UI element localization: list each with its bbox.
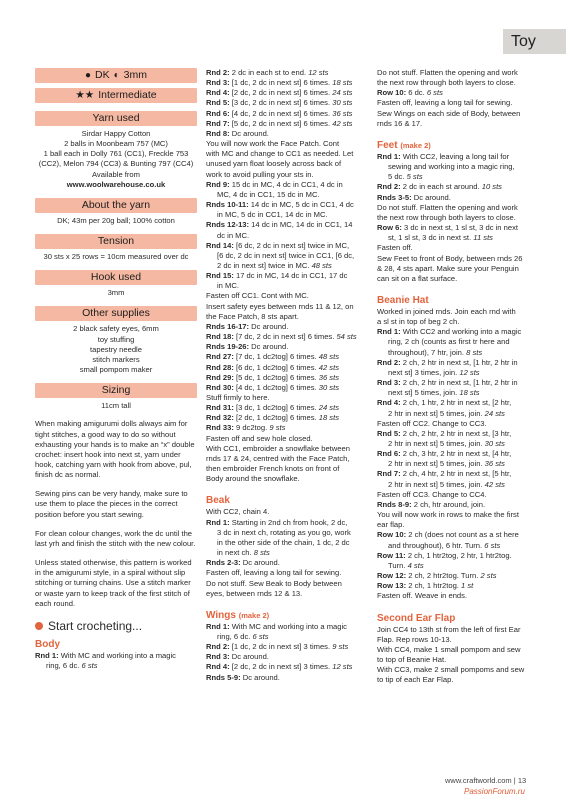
instruction-line: Sew Wings on each side of Body, between — [377, 108, 521, 118]
instruction-line: Rnd 31: [3 dc, 1 dc2tog] 6 times. 24 sts — [206, 403, 339, 413]
instruction-line: Turn. 4 sts — [388, 560, 424, 570]
note-paragraph: For clean colour changes, work the dc until the last yrh and finish the stitch with the new colour. — [35, 528, 196, 548]
yarn-website-link[interactable]: www.woolwarehouse.co.uk — [66, 179, 166, 189]
note-paragraph: Unless stated otherwise, this pattern is worked in the amigurumi style, in a spiral without slip stitching or turning chains. Use a stitch marker or waste yarn to keep track of the first stitch of each round. — [35, 558, 192, 608]
sizing-text: 11cm tall — [101, 401, 131, 411]
section-heading: Beanie Hat — [377, 294, 429, 306]
instruction-line: in the other side of the chain, 1 dc, 2 dc — [217, 537, 350, 547]
instruction-line: With CC2, chain 4. — [206, 507, 270, 517]
section-gap — [377, 129, 541, 137]
section-heading: Wings (make 2) — [206, 609, 270, 621]
instruction-line: the Face Patch, 8 sts apart. — [206, 311, 299, 321]
column-1 — [35, 68, 197, 780]
yarn-used-title: Yarn used — [35, 111, 197, 126]
section-heading: Beak — [206, 495, 230, 507]
tension-title: Tension — [35, 234, 197, 249]
instruction-line: Rnd 1: With CC2 and working into a magic — [377, 327, 522, 337]
yarn-line: (CC2), Melon 794 (CC3) & Bunting 797 (CC4) — [38, 159, 194, 169]
instruction-line: Fasten off. — [377, 243, 413, 253]
instruction-line: st, 1 sl st, 3 dc in next st. 11 sts — [388, 233, 493, 243]
instruction-line: Rnds 16-17: Dc around. — [206, 321, 289, 331]
instruction-line: in MC, 5 dc in CC1, 14 dc in MC. — [217, 210, 328, 220]
yarn-line: Available from — [92, 169, 140, 179]
instruction-line: & 28, 4 sts apart. Make sure your Penguin — [377, 263, 519, 273]
instruction-line: throughout), 7 htr, join. 8 sts — [388, 347, 483, 357]
instruction-line: next st] 3 times, join. 12 sts — [388, 367, 480, 377]
instruction-line: in MC. — [217, 281, 239, 291]
instruction-line: Rnd 4: [2 dc, 2 dc in next st] 6 times. 24 sts — [206, 88, 353, 98]
instruction-line: 5 dc. 5 sts — [388, 172, 423, 182]
instruction-line: Rnd 7: [5 dc, 2 dc in next st] 6 times. 42 sts — [206, 118, 353, 128]
section-gap — [206, 484, 369, 492]
instruction-line: Rnd 5: [3 dc, 2 dc in next st] 6 times. 30 sts — [206, 98, 353, 108]
instruction-line: Rnds 10-11: 14 dc in MC, 5 dc in CC1, 4 dc — [206, 200, 354, 210]
section-gap — [206, 599, 369, 607]
watermark: PassionForum.ru — [464, 787, 525, 796]
instruction-line: Insert safety eyes between rnds 11 & 12, on — [206, 301, 354, 311]
start-crocheting — [35, 618, 197, 634]
instruction-line: Rnd 33: 9 dc2tog. 9 sts — [206, 423, 286, 433]
yarn-line: 2 balls in Moonbeam 757 (MC) — [64, 139, 168, 149]
instruction-line: Do not stuff. Flatten the opening and work — [377, 68, 518, 77]
page-number: 13 — [517, 776, 527, 785]
column-2 — [206, 68, 369, 780]
instruction-line: can sit on a flat surface. — [377, 273, 458, 283]
yarn-ball-icon: ● — [84, 70, 92, 81]
instruction-line: With CC4, make 1 small pompom and sew — [377, 644, 521, 654]
instruction-line: to top of Beanie Hat. — [377, 654, 447, 664]
supply-item: small pompom maker — [79, 365, 153, 375]
instruction-line: Rnd 4: 2 ch, 1 htr, 2 htr in next st, [2 htr, — [377, 398, 512, 408]
instruction-line: dc in MC. — [217, 230, 250, 240]
instruction-line: Rnd 2: 2 ch, 2 htr in next st, [1 htr, 2 htr in — [377, 357, 518, 367]
instruction-line: unused yarn float loosely across back of — [206, 159, 342, 169]
instruction-line: Rnd 2: 2 dc in each st to end. 12 sts — [206, 68, 329, 77]
instruction-line: next st] 5 times, join. 18 sts — [388, 388, 480, 398]
instruction-line: Row 10: 2 ch (does not count as a st here — [377, 530, 519, 540]
instruction-line: Rnd 6: [4 dc, 2 dc in next st] 6 times. 36 sts — [206, 108, 353, 118]
instruction-line: ring, 6 dc. 6 sts — [217, 631, 269, 641]
instruction-line: [6 dc, 2 dc in next st] twice in CC1, [6 dc, — [217, 250, 355, 260]
about-yarn-text: DK; 43m per 20g ball; 100% cotton — [57, 215, 175, 225]
instruction-line: You will now work the Face Patch. Cont — [206, 139, 340, 149]
instruction-line: Worked in joined rnds. Join each rnd with — [377, 306, 516, 316]
level-pill — [35, 88, 197, 103]
instruction-line: Fasten off CC1. Cont with MC. — [206, 291, 309, 301]
level: Intermediate — [98, 89, 157, 101]
instruction-line: with MC and change to CC1 as needed. Let — [206, 149, 354, 159]
tension-text: 30 sts x 25 rows = 10cm measured over dc — [43, 252, 189, 262]
instruction-line: 2 dc in next st] twice in MC. 48 sts — [217, 260, 332, 270]
instruction-line: Rnd 2: [1 dc, 2 dc in next st] 3 times. 9 sts — [206, 642, 349, 652]
instruction-line: then embroider French knots on front of — [206, 464, 340, 474]
instruction-line: Rnds 2-3: Dc around. — [206, 558, 280, 568]
instruction-line: ring, 2 ch (counts as first tr here and — [388, 337, 510, 347]
instruction-line: Rnd 27: [7 dc, 1 dc2tog] 6 times. 48 sts — [206, 352, 339, 362]
instruction-line: Fasten off, leaving a long tail for sewing. — [206, 568, 342, 578]
instruction-line: Rnd 14: [6 dc, 2 dc in next st] twice in MC, — [206, 240, 350, 250]
section-heading: Second Ear Flap — [377, 612, 456, 624]
instruction-line: Rnd 5: 2 ch, 2 htr, 2 htr in next st, [3 htr, — [377, 428, 512, 438]
instruction-line: 2 htr in next st] 5 times, join. 24 sts — [388, 408, 505, 418]
footer-separator: | — [513, 776, 516, 785]
instruction-line: Rnd 3: 2 ch, 2 htr in next st, [1 htr, 2 htr in — [377, 378, 518, 388]
instruction-line: With CC1, embroider a snowflake between — [206, 443, 350, 453]
instruction-line: Rnd 32: [2 dc, 1 dc2tog] 6 times. 18 sts — [206, 413, 339, 423]
sizing-title: Sizing — [35, 383, 197, 398]
hook-used-text: 3mm — [107, 288, 125, 298]
instruction-line: Rnd 7: 2 ch, 4 htr, 2 htr in next st, [5 htr, — [377, 469, 512, 479]
section-heading: Feet (make 2) — [377, 139, 431, 151]
section-tab: Toy — [503, 29, 566, 54]
instruction-line: Flap. Rep rows 10-13. — [377, 634, 452, 644]
note-paragraph: Sewing pins can be very handy, make sure to use them to place the pieces in the correct position before you start sewing. — [35, 489, 188, 519]
instruction-line: 2 htr in next st] 5 times, join. 36 sts — [388, 459, 505, 469]
instruction-line: rnds 17 & 24, centred with the Face Patch, — [206, 453, 350, 463]
instruction-line: 2 htr in next st] 5 times, join. 42 sts — [388, 479, 505, 489]
instruction-line: in next ch. 8 sts — [217, 548, 270, 558]
yarn-line: 1 ball each in Dolly 761 (CC1), Freckle 753 — [43, 149, 189, 159]
instruction-line: Rnd 3: Dc around. — [206, 652, 269, 662]
instruction-line: sewing and working into a magic ring, — [388, 162, 515, 172]
instruction-line: a sl st in top of beg 2 ch. — [377, 317, 460, 327]
instruction-line: Do not stuff. Flatten the opening and work — [377, 202, 518, 212]
instruction-line: Rnds 19-26: Dc around. — [206, 342, 289, 352]
instruction-line: Row 12: 2 ch, 2 htr2tog. Turn. 2 sts — [377, 571, 497, 581]
instruction-line: Rnd 1: Starting in 2nd ch from hook, 2 dc, — [206, 517, 348, 527]
instruction-line: work to avoid pulling your sts in. — [206, 169, 314, 179]
column-3 — [377, 68, 541, 780]
instruction-line: Body around the snowflake. — [206, 474, 300, 484]
level-stars: ★★ — [75, 89, 95, 101]
instruction-line: to tip of each Ear Flap. — [377, 675, 454, 685]
instruction-line: Fasten off. Weave in ends. — [377, 591, 468, 601]
instruction-line: Join CC4 to 13th st from the left of first Ear — [377, 624, 521, 634]
instruction-line: rnds 16 & 17. — [377, 118, 423, 128]
instruction-line: 2 htr in next st] 5 times, join. 30 sts — [388, 439, 505, 448]
hook-icon: ◐ — [113, 70, 120, 81]
instruction-line: Stuff firmly to here. — [206, 393, 270, 402]
instruction-line: Rnd 9: 15 dc in MC, 4 dc in CC1, 4 dc in — [206, 179, 343, 189]
section-gap — [377, 602, 541, 610]
instruction-line: Sew Feet to front of Body, between rnds 26 — [377, 253, 523, 263]
hook-used-title: Hook used — [35, 270, 197, 285]
instruction-line: Rnd 18: [7 dc, 2 dc in next st] 6 times. 54 sts — [206, 332, 357, 342]
yarn-line: Sirdar Happy Cotton — [81, 129, 151, 138]
instruction-line: the next row through both layers to close. — [377, 212, 516, 222]
instruction-line: Rnd 15: 17 dc in MC, 14 dc in CC1, 17 dc — [206, 271, 348, 281]
start-title: Start crocheting... — [48, 618, 143, 633]
instruction-line: 3 dc in next ch, rotating as you go, work — [217, 527, 351, 537]
supply-item: toy stuffing — [97, 334, 135, 344]
instruction-line: eyes, between rnds 12 & 13. — [206, 588, 303, 598]
hook-size: 3mm — [123, 69, 148, 81]
supply-item: 2 black safety eyes, 6mm — [73, 324, 159, 334]
instruction-line: Row 10: 6 dc. 6 sts — [377, 88, 443, 98]
instruction-line: With CC3, make 2 small pompoms and sew — [377, 665, 525, 675]
instruction-line: Fasten off and sew hole closed. — [206, 433, 313, 443]
instruction-line: Fasten off, leaving a long tail for sewing. — [377, 98, 513, 108]
instruction-line: ring, 6 dc. 6 sts — [46, 661, 98, 670]
instruction-line: Rnd 6: 2 ch, 3 htr, 2 htr in next st, [4 htr, — [377, 449, 512, 459]
instruction-line: You will now work in rows to make the first — [377, 510, 519, 520]
instruction-line: and throughout), 6 htr. Turn. 6 sts — [388, 540, 501, 550]
instruction-line: Rnds 8-9: 2 ch, htr around, join. — [377, 499, 486, 509]
summary-pill — [35, 68, 197, 83]
weight: DK — [95, 69, 110, 81]
instruction-line: Row 13: 2 ch, 1 htr2tog. 1 st — [377, 581, 474, 591]
supply-item: stitch markers — [92, 354, 140, 364]
instruction-line: Rnd 28: [6 dc, 1 dc2tog] 6 times. 42 sts — [206, 362, 339, 372]
instruction-line: Rnd 2: 2 dc in each st around. 10 sts — [377, 182, 502, 192]
instruction-line: MC, 4 dc in CC1, 15 dc in MC. — [217, 189, 320, 199]
instruction-line: Rnds 3-5: Dc around. — [377, 192, 451, 202]
instruction-line: Row 6: 3 dc in next st, 1 sl st, 3 dc in next — [377, 223, 518, 233]
instruction-line: the next row through both layers to close. — [377, 78, 516, 88]
instruction-line: Do not stuff. Sew Beak to Body between — [206, 578, 342, 588]
instruction-line: Rnd 1: With CC2, leaving a long tail for — [377, 151, 510, 161]
instruction-line: Rnds 12-13: 14 dc in MC, 14 dc in CC1, 14 — [206, 220, 353, 230]
bullet-icon — [35, 622, 43, 630]
footer-site[interactable]: www.craftworld.com — [445, 776, 512, 785]
other-supplies-title: Other supplies — [35, 306, 197, 321]
instruction-line: Rnd 8: Dc around. — [206, 128, 269, 138]
instruction-line: Rnd 1: With MC and working into a magic — [35, 650, 176, 660]
instruction-line: Rnd 29: [5 dc, 1 dc2tog] 6 times. 36 sts — [206, 372, 339, 382]
instruction-line: Rnd 3: [1 dc, 2 dc in next st] 6 times. 18 sts — [206, 78, 353, 88]
section-gap — [377, 284, 541, 292]
instruction-line: Rnd 30: [4 dc, 1 dc2tog] 6 times. 30 sts — [206, 382, 339, 392]
instruction-line: ear flap. — [377, 520, 405, 530]
instruction-line: Rnds 5-9: Dc around. — [206, 672, 280, 682]
instruction-line: Rnd 4: [2 dc, 2 dc in next st] 3 times. 12 sts — [206, 662, 353, 672]
supply-item: tapestry needle — [90, 344, 142, 354]
about-yarn-title: About the yarn — [35, 198, 197, 213]
page-footer — [445, 776, 526, 786]
instruction-line: Fasten off CC2. Change to CC3. — [377, 418, 487, 428]
note-paragraph: When making amigurumi dolls always aim for tight stitches, a good way to do so without exhausting your hands is to make an “x” double crochet: insert hook into next st, yarn under hook, catching yarn with hook from above, pul, finish dc as normal. — [35, 419, 195, 480]
instruction-line: Fasten off CC3. Change to CC4. — [377, 489, 487, 499]
instruction-line: Rnd 1: With MC and working into a magic — [206, 621, 347, 631]
body-heading: Body — [35, 638, 60, 650]
instruction-line: Row 11: 2 ch, 1 htr2tog, 2 htr, 1 htr2tog. — [377, 550, 512, 560]
